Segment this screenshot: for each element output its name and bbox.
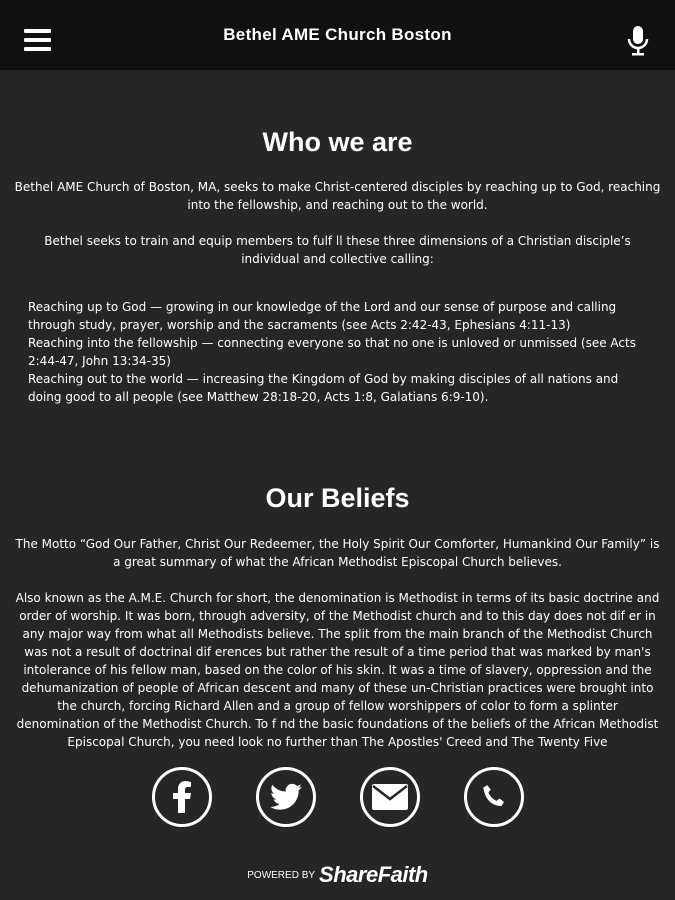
email-button[interactable] (360, 767, 420, 827)
who-paragraph-1: Bethel AME Church of Boston, MA, seeks to make Christ-centered disciples by reaching up to God, reaching into the fellowship, and reaching out to the world. (14, 180, 661, 212)
powered-by-label: POWERED BY (247, 869, 316, 881)
twitter-icon (270, 783, 302, 811)
list-item: Reaching up to God — growing in our knowledge of the Lord and our sense of purpose and calling through study, prayer, worship and the sacraments (see Acts 2:42-43, Ephesians 4:11-13) (28, 300, 617, 332)
our-beliefs-heading: Our Beliefs (265, 483, 410, 513)
envelope-icon (372, 784, 408, 810)
who-we-are-heading: Who we are (262, 127, 413, 157)
phone-icon (479, 782, 509, 812)
list-item: Reaching out to the world — increasing the Kingdom of God by making disciples of all nations and doing good to all people (see Matthew 28:18-20, Acts 1:8, Galatians 6:9-10). (28, 372, 619, 404)
microphone-icon[interactable] (627, 26, 649, 56)
who-paragraph-2: Bethel seeks to train and equip members to fulf ll these three dimensions of a Christian disciple’s individual and collective calling: (44, 234, 631, 266)
social-bar (0, 767, 675, 827)
twitter-button[interactable] (256, 767, 316, 827)
dimensions-list (0, 298, 675, 406)
hamburger-menu-icon[interactable] (24, 29, 51, 56)
beliefs-paragraph-1: The Motto “God Our Father, Christ Our Redeemer, the Holy Spirit Our Comforter, Humankind Our Family” is a great summary of what the African Methodist Episcopal Church believes. (15, 537, 660, 569)
app-header (0, 0, 675, 70)
powered-by-footer[interactable] (0, 862, 675, 888)
page-content[interactable] (0, 70, 675, 780)
phone-button[interactable] (464, 767, 524, 827)
facebook-icon (171, 781, 193, 813)
app-title: Bethel AME Church Boston (223, 25, 452, 44)
beliefs-paragraph-2: Also known as the A.M.E. Church for short, the denomination is Methodist in terms of its basic doctrine and order of worship. It was born, through adversity, of the Methodist church and to this day does not dif er in any major way from what all Methodists believe. The split from the main branch of the Methodist Church was not a result of doctrinal dif erences but rather the result of a time period that was marked by man's intolerance of his fellow man, based on the color of his skin. It was a time of slavery, oppression and the dehumanization of people of African descent and many of these un-Christian practices were brought into the church, forcing Richard Allen and a group of fellow worshippers of color to form a splinter denomination of the Methodist Church. To f nd the basic foundations of the beliefs of the African Methodist Episcopal Church, you need look no further than The Apostles' Creed and The Twenty Five (15, 591, 660, 749)
sharefaith-logo: ShareFaith (319, 862, 428, 887)
facebook-button[interactable] (152, 767, 212, 827)
list-item: Reaching into the fellowship — connecting everyone so that no one is unloved or unmissed (see Acts 2:44-47, John 13:34-35) (28, 336, 636, 368)
